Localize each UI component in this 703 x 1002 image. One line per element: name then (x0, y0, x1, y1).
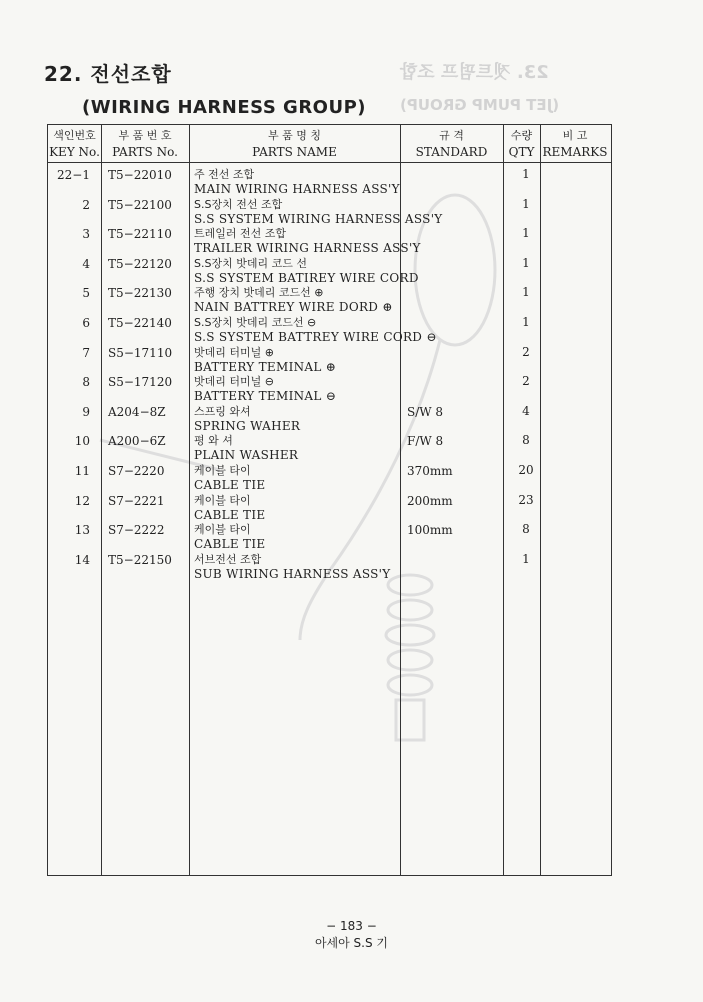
header-standard: 규 격 STANDARD (415, 129, 488, 159)
parts-name-en: PLAIN WASHER (194, 448, 299, 463)
parts-name (194, 286, 393, 314)
parts-name-ko: S.S장치 전선 조합 (194, 197, 283, 211)
parts-name-ko: 트레일러 전선 조합 (194, 227, 287, 241)
table-row (48, 285, 613, 314)
footer-caption: 아세아 S.S 기 (314, 936, 389, 950)
parts-table (47, 124, 612, 876)
parts-name-ko: 주행 장치 밧데리 코드선 ⊕ (194, 286, 324, 300)
standard: 100mm (407, 523, 453, 538)
key-number: 14 (74, 552, 90, 567)
parts-name (194, 405, 300, 433)
parts-name (194, 434, 298, 462)
parts-number: S7−2221 (108, 493, 165, 508)
standard: 370mm (407, 464, 453, 478)
key-number: 11 (74, 464, 90, 478)
header-key: 색인번호 KEY No. (49, 129, 100, 159)
parts-name-en: TRAILER WIRING HARNESS ASS'Y (194, 241, 421, 256)
parts-name-en: SPRING WAHER (194, 418, 301, 433)
parts-name (194, 257, 419, 285)
parts-number: T5−22010 (108, 168, 172, 182)
quantity: 20 (518, 463, 534, 477)
key-number: 7 (82, 345, 90, 360)
parts-name-en: CABLE TIE (194, 507, 266, 522)
table-row (48, 463, 613, 492)
parts-number: T5−22100 (108, 197, 172, 212)
bleed-title-ko: 23. 젯트펌프 조합 (400, 62, 549, 83)
parts-name-en: BATTERY TEMINAL ⊖ (194, 389, 337, 404)
page-title (44, 58, 366, 118)
table-row (48, 315, 613, 344)
quantity: 1 (522, 226, 530, 241)
parts-name-ko: 평 와 셔 (194, 434, 233, 448)
table-row (48, 256, 613, 285)
parts-name (194, 464, 265, 492)
parts-number: A200−6Z (108, 434, 166, 449)
standard: F/W 8 (407, 434, 444, 449)
key-number: 6 (82, 316, 90, 330)
table-row (48, 493, 613, 522)
parts-name-ko: S.S장치 밧데리 코드 선 (194, 256, 307, 270)
table-row (48, 167, 613, 196)
table-row (48, 522, 613, 551)
quantity: 2 (522, 344, 530, 359)
table-row (48, 374, 613, 403)
parts-number: T5−22130 (108, 286, 172, 301)
parts-name (194, 168, 400, 196)
parts-name-en: CABLE TIE (194, 478, 266, 492)
parts-name-ko: 케이블 타이 (194, 464, 251, 477)
parts-name-en: BATTERY TEMINAL ⊕ (194, 359, 337, 374)
quantity: 1 (522, 315, 530, 329)
table-row (48, 552, 613, 581)
parts-name (194, 494, 265, 522)
key-number: 2 (82, 197, 90, 212)
parts-name-ko: S.S장치 밧데리 코드선 ⊖ (194, 316, 317, 329)
key-number: 13 (74, 523, 90, 538)
key-number: 12 (74, 493, 90, 508)
quantity: 1 (522, 551, 530, 566)
parts-name-ko: 밧데리 터미널 ⊖ (194, 375, 274, 389)
quantity: 23 (518, 492, 534, 507)
parts-name (194, 316, 437, 344)
parts-number: T5−22150 (108, 552, 172, 567)
parts-name-ko: 케이블 타이 (194, 493, 251, 507)
key-number: 8 (82, 375, 90, 390)
title-korean: 22. 전선조합 (44, 62, 172, 86)
quantity: 8 (522, 433, 530, 448)
quantity: 4 (522, 403, 530, 418)
parts-name-ko: 스프링 와셔 (194, 404, 251, 418)
quantity: 1 (522, 167, 530, 181)
key-number: 10 (74, 434, 90, 449)
parts-name-en: SUB WIRING HARNESS ASS'Y (194, 566, 391, 581)
parts-name (194, 375, 336, 403)
quantity: 1 (522, 255, 530, 270)
parts-name-en: MAIN WIRING HARNESS ASS'Y (194, 182, 400, 196)
quantity: 2 (522, 374, 530, 389)
parts-name-ko: 밧데리 터미널 ⊕ (194, 345, 274, 359)
key-number: 9 (82, 404, 90, 419)
parts-name-en: S.S SYSTEM WIRING HARNESS ASS'Y (194, 211, 443, 226)
header-parts-no: 부 품 번 호 PARTS No. (112, 129, 178, 159)
parts-number: T5−22110 (108, 227, 172, 242)
key-number: 5 (82, 286, 90, 301)
parts-name-ko: 주 전선 조합 (194, 168, 255, 181)
parts-name-en: NAIN BATTREY WIRE DORD ⊕ (194, 300, 393, 315)
parts-number: S7−2222 (108, 523, 165, 538)
header-qty: 수량 QTY (508, 129, 535, 159)
parts-name-en: S.S SYSTEM BATIREY WIRE CORD (194, 270, 419, 285)
header-parts-name: 부 품 명 칭 PARTS NAME (252, 129, 337, 159)
parts-number: S5−17110 (108, 345, 173, 360)
bleed-title-en: (JET PUMP GROUP) (400, 96, 560, 114)
title-english: (WIRING HARNESS GROUP) (82, 97, 367, 118)
key-number: 3 (82, 227, 90, 242)
parts-name-ko: 서브전선 조합 (194, 552, 262, 566)
table-row (48, 197, 613, 226)
parts-number: S5−17120 (108, 375, 173, 390)
parts-number: S7−2220 (108, 464, 165, 478)
header-remarks: 비 고 REMARKS (542, 129, 608, 159)
table-row (48, 433, 613, 462)
table-row (48, 226, 613, 255)
quantity: 1 (522, 285, 530, 300)
parts-number: T5−22120 (108, 256, 172, 271)
parts-name (194, 553, 391, 581)
key-number: 4 (82, 256, 90, 271)
standard: S/W 8 (407, 404, 444, 419)
bleed-through-title (400, 58, 618, 114)
parts-name-en: CABLE TIE (194, 537, 266, 552)
page-number: − 183 − (326, 919, 377, 933)
table-row (48, 345, 613, 374)
parts-name-en: S.S SYSTEM BATTREY WIRE CORD ⊖ (194, 330, 437, 344)
table-row (48, 404, 613, 433)
header-divider (48, 162, 611, 163)
page-footer (0, 918, 703, 952)
parts-number: T5−22140 (108, 316, 172, 330)
parts-name (194, 198, 443, 226)
key-number: 22−1 (57, 168, 90, 182)
parts-number: A204−8Z (108, 404, 166, 419)
parts-name-ko: 케이블 타이 (194, 523, 251, 537)
quantity: 8 (522, 522, 530, 537)
parts-name (194, 227, 421, 255)
parts-name (194, 346, 336, 374)
quantity: 1 (522, 196, 530, 211)
standard: 200mm (407, 493, 453, 508)
parts-name (194, 523, 265, 551)
